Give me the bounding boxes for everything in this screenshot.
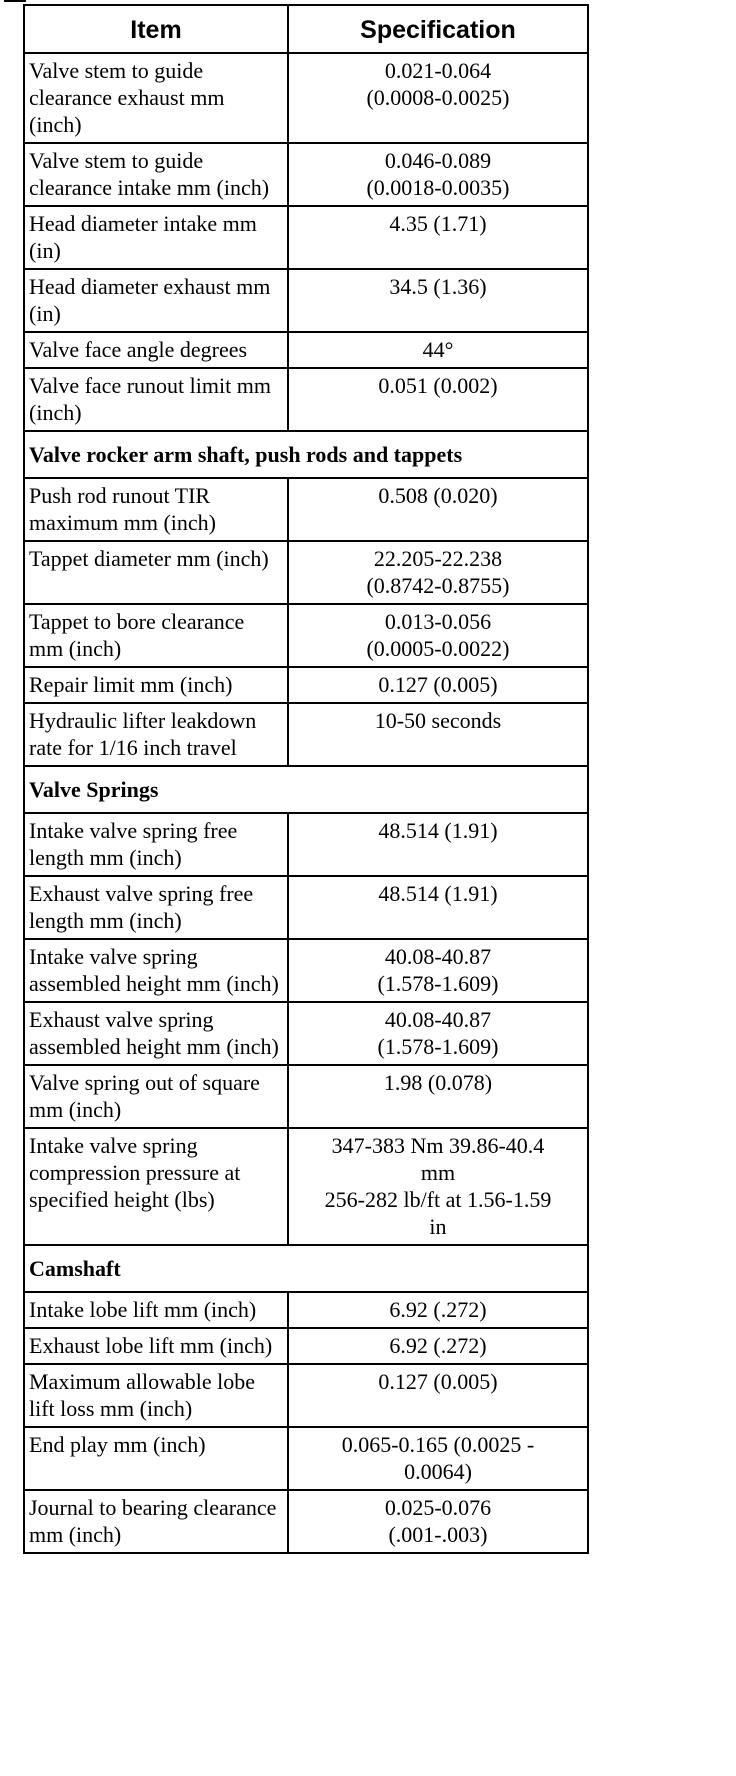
item-cell: Valve face runout limit mm (inch) — [24, 368, 288, 431]
specification-cell: 0.508 (0.020) — [288, 478, 588, 541]
specification-cell: 0.065-0.165 (0.0025 - 0.0064) — [288, 1427, 588, 1490]
specification-cell: 0.127 (0.005) — [288, 1364, 588, 1427]
item-cell: Valve face angle degrees — [24, 332, 288, 368]
table-row — [24, 813, 588, 876]
table-row — [24, 143, 588, 206]
item-cell: Push rod runout TIR maximum mm (inch) — [24, 478, 288, 541]
section-header-row — [24, 431, 588, 478]
table-row — [24, 1002, 588, 1065]
table-header-row — [24, 5, 588, 53]
table-row — [24, 541, 588, 604]
specification-cell: 0.046-0.089 (0.0018-0.0035) — [288, 143, 588, 206]
specification-cell: 0.021-0.064 (0.0008-0.0025) — [288, 53, 588, 143]
specification-cell: 4.35 (1.71) — [288, 206, 588, 269]
header-item: Item — [24, 5, 288, 53]
specification-cell: 40.08-40.87 (1.578-1.609) — [288, 939, 588, 1002]
table-row — [24, 1292, 588, 1328]
section-header: Valve Springs — [24, 766, 588, 813]
specification-cell: 34.5 (1.36) — [288, 269, 588, 332]
item-cell: Head diameter exhaust mm (in) — [24, 269, 288, 332]
item-cell: Exhaust valve spring assembled height mm (inch) — [24, 1002, 288, 1065]
item-cell: Head diameter intake mm (in) — [24, 206, 288, 269]
table-row — [24, 703, 588, 766]
specification-cell: 1.98 (0.078) — [288, 1065, 588, 1128]
specification-cell: 0.025-0.076 (.001-.003) — [288, 1490, 588, 1553]
header-specification: Specification — [288, 5, 588, 53]
specification-cell: 10-50 seconds — [288, 703, 588, 766]
item-cell: End play mm (inch) — [24, 1427, 288, 1490]
table-row — [24, 1065, 588, 1128]
specification-cell: 22.205-22.238 (0.8742-0.8755) — [288, 541, 588, 604]
table-row — [24, 667, 588, 703]
table-row — [24, 939, 588, 1002]
specification-cell: 6.92 (.272) — [288, 1292, 588, 1328]
item-cell: Exhaust lobe lift mm (inch) — [24, 1328, 288, 1364]
section-header: Valve rocker arm shaft, push rods and tappets — [24, 431, 588, 478]
table-row — [24, 53, 588, 143]
table-row — [24, 368, 588, 431]
specification-cell: 0.127 (0.005) — [288, 667, 588, 703]
section-header: Camshaft — [24, 1245, 588, 1292]
item-cell: Maximum allowable lobe lift loss mm (inch) — [24, 1364, 288, 1427]
table-row — [24, 269, 588, 332]
item-cell: Journal to bearing clearance mm (inch) — [24, 1490, 288, 1553]
item-cell: Intake valve spring free length mm (inch) — [24, 813, 288, 876]
table-row — [24, 206, 588, 269]
table-row — [24, 604, 588, 667]
section-header-row — [24, 766, 588, 813]
table-row — [24, 1328, 588, 1364]
item-cell: Valve stem to guide clearance intake mm (inch) — [24, 143, 288, 206]
section-header-row — [24, 1245, 588, 1292]
item-cell: Intake valve spring assembled height mm (inch) — [24, 939, 288, 1002]
item-cell: Repair limit mm (inch) — [24, 667, 288, 703]
item-cell: Valve spring out of square mm (inch) — [24, 1065, 288, 1128]
specification-cell: 6.92 (.272) — [288, 1328, 588, 1364]
specification-cell: 0.013-0.056 (0.0005-0.0022) — [288, 604, 588, 667]
table-row — [24, 1490, 588, 1553]
item-cell: Intake lobe lift mm (inch) — [24, 1292, 288, 1328]
table-row — [24, 478, 588, 541]
item-cell: Intake valve spring compression pressure at specified height (lbs) — [24, 1128, 288, 1245]
specification-cell: 44° — [288, 332, 588, 368]
table-row — [24, 1427, 588, 1490]
item-cell: Hydraulic lifter leakdown rate for 1/16 inch travel — [24, 703, 288, 766]
specification-cell: 347-383 Nm 39.86-40.4 mm 256-282 lb/ft at 1.56-1.59 in — [288, 1128, 588, 1245]
item-cell: Tappet to bore clearance mm (inch) — [24, 604, 288, 667]
item-cell: Valve stem to guide clearance exhaust mm (inch) — [24, 53, 288, 143]
table-row — [24, 1128, 588, 1245]
specification-cell: 48.514 (1.91) — [288, 876, 588, 939]
item-cell: Tappet diameter mm (inch) — [24, 541, 288, 604]
item-cell: Exhaust valve spring free length mm (inch) — [24, 876, 288, 939]
table-row — [24, 332, 588, 368]
table-row — [24, 1364, 588, 1427]
table-row — [24, 876, 588, 939]
valve-train-spec-table — [23, 4, 589, 1554]
table-body — [24, 53, 588, 1553]
specification-cell: 0.051 (0.002) — [288, 368, 588, 431]
specification-cell: 48.514 (1.91) — [288, 813, 588, 876]
specification-cell: 40.08-40.87 (1.578-1.609) — [288, 1002, 588, 1065]
